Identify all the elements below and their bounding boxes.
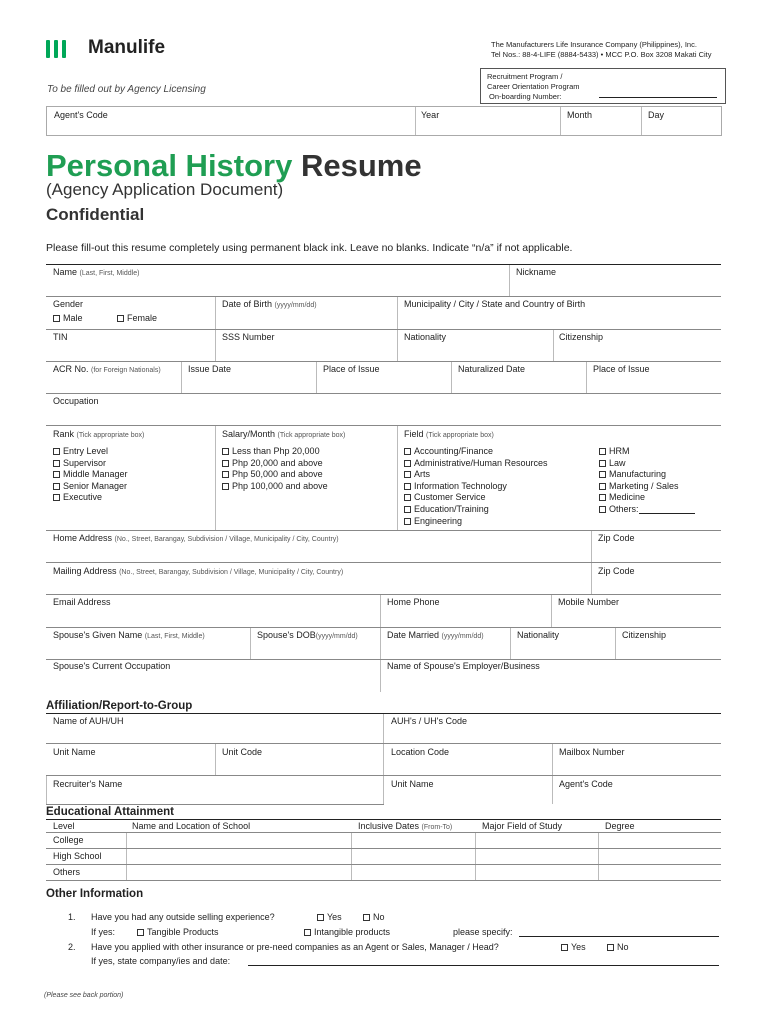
edu-level-others: Others [53,867,81,877]
q2-no-checkbox[interactable]: No [607,942,629,952]
nationality-label: Nationality [404,332,447,342]
if-yes-label: If yes: [91,927,116,937]
education-heading: Educational Attainment [46,806,174,818]
affiliation-heading: Affiliation/Report-to-Group [46,700,193,712]
female-checkbox[interactable]: Female [117,313,157,323]
edu-col-level: Level [53,821,75,831]
q1-yes-checkbox[interactable]: Yes [317,912,342,922]
rank-label: Rank (Tick appropriate box) [53,429,145,439]
field-law[interactable]: Law [599,458,626,468]
licensing-note: To be filled out by Agency Licensing [47,84,206,95]
edu-level-college: College [53,835,84,845]
company-name: The Manufacturers Life Insurance Company (Philippines), Inc. [491,40,697,49]
field-medicine[interactable]: Medicine [599,492,645,502]
spouse-employer-label: Name of Spouse's Employer/Business [387,661,540,671]
month-label: Month [567,110,593,120]
q1-text: Have you had any outside selling experience? [91,912,275,922]
location-code-label: Location Code [391,747,450,757]
instructions: Please fill-out this resume completely using permanent black ink. Leave no blanks. Indicate “n/a” if not applicable. [46,242,573,254]
q2-companies-field[interactable] [248,965,719,966]
day-label: Day [648,110,665,120]
q1-number: 1. [68,912,76,922]
rank-senior-manager[interactable]: Senior Manager [53,481,127,491]
naturalized-date-label: Naturalized Date [458,364,526,374]
date-married-label: Date Married (yyyy/mm/dd) [387,630,484,640]
q1-no-checkbox[interactable]: No [363,912,385,922]
company-contact: Tel Nos.: 88-4-LIFE (8884-5433) • MCC P.O. Box 3208 Makati City [491,50,712,59]
title-dark: Resume [301,148,422,183]
sss-label: SSS Number [222,332,275,342]
program-box [480,68,726,104]
specify-field[interactable] [519,936,719,937]
place-of-issue-2-label: Place of Issue [593,364,650,374]
edu-col-degree: Degree [605,821,635,831]
q2-text: Have you applied with other insurance or pre-need companies as an Agent or Sales, Manager / Head? [91,942,499,952]
edu-col-dates: Inclusive Dates (From-To) [358,821,453,831]
male-checkbox[interactable]: Male [53,313,83,323]
q2-if-yes-label: If yes, state company/ies and date: [91,956,231,966]
occupation-label: Occupation [53,396,99,406]
home-address-label: Home Address (No., Street, Barangay, Subdivision / Village, Municipality / City, Country) [53,533,339,543]
mailing-address-label: Mailing Address (No., Street, Barangay, Subdivision / Village, Municipality / City, Country) [53,566,344,576]
tangible-checkbox[interactable]: Tangible Products [137,927,219,937]
tin-label: TIN [53,332,68,342]
auh-name-label: Name of AUH/UH [53,716,124,726]
q2-number: 2. [68,942,76,952]
dob-label: Date of Birth (yyyy/mm/dd) [222,299,317,309]
salary-less-20k[interactable]: Less than Php 20,000 [222,446,320,456]
name-label: Name (Last, First, Middle) [53,267,140,277]
program-line-2: Career Orientation Program [487,82,580,91]
citizenship-label: Citizenship [559,332,604,342]
mobile-label: Mobile Number [558,597,620,607]
spouse-nationality-label: Nationality [517,630,560,640]
program-line-1: Recruitment Program / [487,72,563,81]
spouse-citizenship-label: Citizenship [622,630,667,640]
edu-level-highschool: High School [53,851,102,861]
auh-code-label: AUH's / UH's Code [391,716,467,726]
salary-label: Salary/Month (Tick appropriate box) [222,429,346,439]
field-arts[interactable]: Arts [404,469,430,479]
acr-label: ACR No. (for Foreign Nationals) [53,364,161,374]
unit-name-2-label: Unit Name [391,779,434,789]
issue-date-label: Issue Date [188,364,232,374]
rank-middle-manager[interactable]: Middle Manager [53,469,128,479]
field-accounting[interactable]: Accounting/Finance [404,446,493,456]
rank-entry-level[interactable]: Entry Level [53,446,108,456]
year-label: Year [421,110,440,120]
confidential-label: Confidential [46,205,145,224]
field-marketing[interactable]: Marketing / Sales [599,481,679,491]
spouse-occupation-label: Spouse's Current Occupation [53,661,171,671]
nickname-label: Nickname [516,267,557,277]
edu-col-major: Major Field of Study [482,821,563,831]
page-title [46,148,422,184]
q2-yes-checkbox[interactable]: Yes [561,942,586,952]
salary-100k-above[interactable]: Php 100,000 and above [222,481,328,491]
edu-col-school: Name and Location of School [132,821,251,831]
agents-code-2-label: Agent's Code [559,779,613,789]
manulife-logo-icon [46,40,70,60]
zip-code-1-label: Zip Code [598,533,635,543]
unit-code-label: Unit Code [222,747,263,757]
intangible-checkbox[interactable]: Intangible products [304,927,390,937]
email-label: Email Address [53,597,111,607]
rank-executive[interactable]: Executive [53,492,102,502]
field-others[interactable]: Others: [599,504,695,514]
zip-code-2-label: Zip Code [598,566,635,576]
spouse-dob-label: Spouse's DOB(yyyy/mm/dd) [257,630,358,640]
field-manufacturing[interactable]: Manufacturing [599,469,666,479]
field-admin-hr[interactable]: Administrative/Human Resources [404,458,548,468]
title-green: Personal History [46,148,293,183]
birthplace-label: Municipality / City / State and Country of Birth [404,299,586,309]
mailbox-number-label: Mailbox Number [559,747,625,757]
field-hrm[interactable]: HRM [599,446,630,456]
salary-20k-above[interactable]: Php 20,000 and above [222,458,323,468]
agent-code-row [46,106,722,136]
recruiter-name-label: Recruiter's Name [53,779,123,789]
brand-name: Manulife [88,37,166,58]
field-education[interactable]: Education/Training [404,504,489,514]
program-line-3: On-boarding Number: [489,92,562,101]
rank-supervisor[interactable]: Supervisor [53,458,106,468]
salary-50k-above[interactable]: Php 50,000 and above [222,469,323,479]
onboarding-number-field[interactable] [599,97,717,98]
field-it[interactable]: Information Technology [404,481,507,491]
unit-name-label: Unit Name [53,747,96,757]
page-subtitle: (Agency Application Document) [46,180,284,199]
footer-note: (Please see back portion) [44,992,124,999]
place-of-issue-label: Place of Issue [323,364,380,374]
agents-code-label: Agent's Code [54,110,108,120]
specify-label: please specify: [453,927,513,937]
gender-label: Gender [53,299,84,309]
field-customer-service[interactable]: Customer Service [404,492,486,502]
field-engineering[interactable]: Engineering [404,516,462,526]
spouse-name-label: Spouse's Given Name (Last, First, Middle) [53,630,205,640]
other-info-heading: Other Information [46,888,144,900]
field-label: Field (Tick appropriate box) [404,429,494,439]
home-phone-label: Home Phone [387,597,440,607]
